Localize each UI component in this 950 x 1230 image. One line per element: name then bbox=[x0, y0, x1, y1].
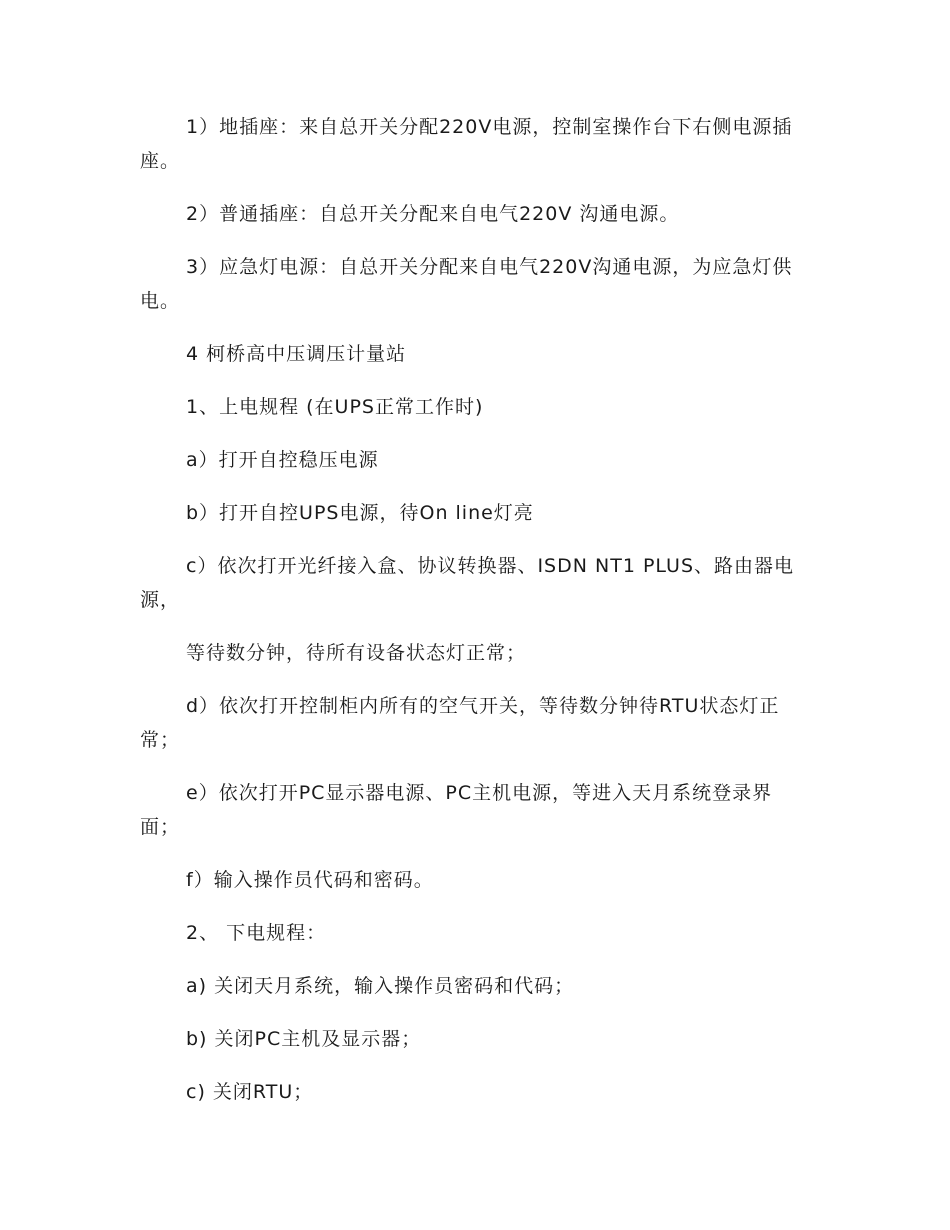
step-a-power-on: a）打开自控稳压电源 bbox=[186, 449, 379, 471]
subsection-power-off: 2、 下电规程： bbox=[186, 922, 327, 944]
step-d-power-on: d）依次打开控制柜内所有的空气开关，等待数分钟待RTU状态灯正常； bbox=[140, 695, 780, 751]
step-a-power-off: a) 关闭天月系统，输入操作员密码和代码； bbox=[186, 975, 575, 997]
document-body bbox=[140, 110, 810, 1128]
step-c-continuation: 等待数分钟，待所有设备状态灯正常； bbox=[186, 642, 527, 664]
paragraph-floor-socket: 1）地插座：来自总开关分配220V电源，控制室操作台下右侧电源插座。 bbox=[140, 116, 793, 172]
paragraph-ordinary-socket: 2）普通插座：自总开关分配来自电气220V 沟通电源。 bbox=[186, 203, 680, 225]
step-b-power-off: b) 关闭PC主机及显示器； bbox=[186, 1028, 422, 1050]
section-heading-station: 4 柯桥高中压调压计量站 bbox=[186, 343, 407, 365]
step-e-power-on: e）依次打开PC显示器电源、PC主机电源，等进入天月系统登录界面； bbox=[140, 782, 773, 838]
subsection-power-on: 1、上电规程 (在UPS正常工作时) bbox=[186, 396, 484, 418]
step-b-power-on: b）打开自控UPS电源，待On line灯亮 bbox=[186, 502, 534, 524]
step-f-power-on: f）输入操作员代码和密码。 bbox=[186, 869, 434, 891]
step-c-power-off: c) 关闭RTU； bbox=[186, 1081, 314, 1103]
paragraph-emergency-light: 3）应急灯电源：自总开关分配来自电气220V沟通电源，为应急灯供电。 bbox=[140, 256, 793, 312]
step-c-power-on: c）依次打开光纤接入盒、协议转换器、ISDN NT1 PLUS、路由器电源， bbox=[140, 555, 795, 611]
